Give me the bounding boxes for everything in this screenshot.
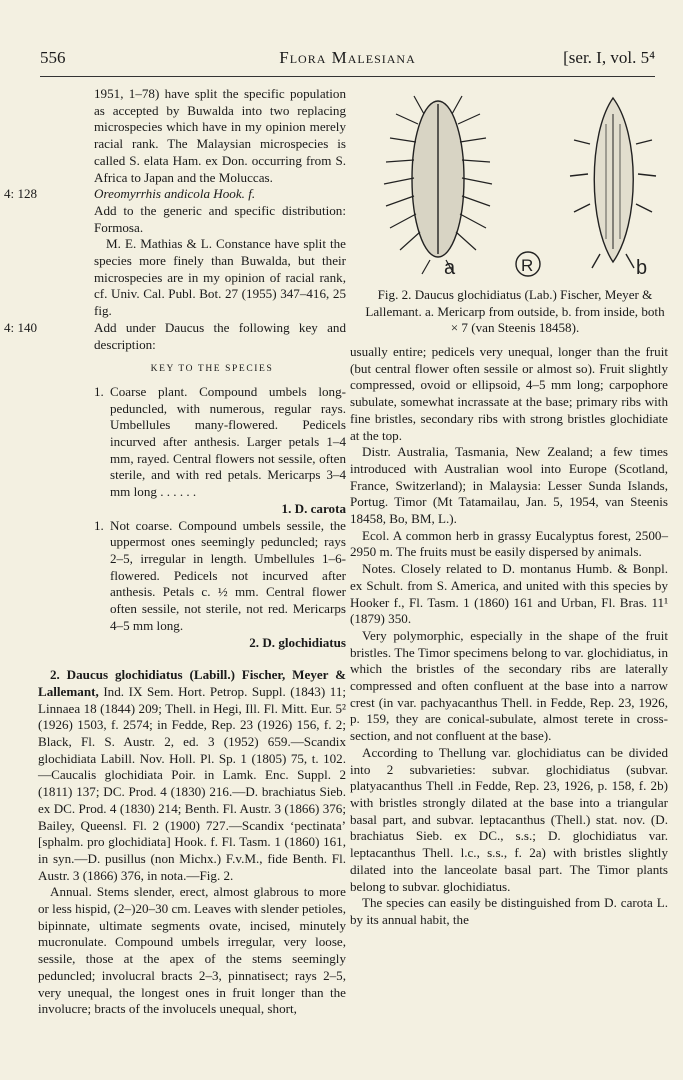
thellung-paragraph: According to Thellung var. glochidiatus can be divided into 2 subvarieties: subvar. glochidiatus (subvar. platyacanthus Thell .in Fedde, Rep. 23, 1926, p. 158, f. 2b) with bristles strongly dilated at the base into a triangular basal part, and subvar. leptacanthus (Thell.) stat. nov. (D. brachiatus Sieb. ex DC., s.s.; D. glochidiatus var. leptacanthus Thell. l.c., s.s., f. 2a) with bristles slightly dilated into the lanceolate basal part. The Timor plants belong to subvar. glochidiatus.	[350, 744, 668, 894]
registration-mark-letter: R	[521, 256, 534, 275]
polymorphic-paragraph: Very polymorphic, especially in the shape of the fruit bristles. The Timor specimens belong to var. glochidiatus, in which the bristles of the secondary ribs are laterally compressed and often confluent at the base into a narrow crest (in var. pachyacanthus Thell. in Fedde, Rep. 23, 1926, p. 159, they are conical-subulate, almost terete in cross-section, and not confluent at the base).	[350, 627, 668, 744]
description-continued: usually entire; pedicels very unequal, longer than the fruit (but central flower often sessile or almost so). Fruit slightly compressed, ovoid or ellipsoid, 4–5 mm long; carpophore subulate, somewhat incrassate at the base; primary ribs with fine bristles, secondary ribs with strong bristles glochidiate at the top.	[350, 344, 668, 443]
left-column	[4, 86, 347, 1018]
key-lead-1: 1. Coarse plant. Compound umbels long-peduncled, with numerous, regular rays. Umbellules many-flowered. Pedicels incurved after anthesis. Larger petals 1–4 mm, rayed. Central flowers not sessile, often sterile, and with red petals. Mericarps 3–4 mm long . . . . . . 1. D. carota	[94, 383, 346, 516]
figure-label-a: a	[444, 257, 456, 279]
key-text: Coarse plant. Compound umbels long-peduncled, with numerous, regular rays. Umbellules many-flowered. Pedicels incurved after anthesis. Larger petals 1–4 mm, rayed. Central flowers not sessile, often sterile, and with red petals. Mericarps 3–4 mm long . . . . . .	[110, 383, 346, 500]
entry-daucus	[4, 319, 346, 353]
figure-mericarps	[378, 84, 664, 280]
right-column	[350, 344, 668, 929]
daucus-add: Add under Daucus the following key and description:	[94, 319, 346, 352]
intro-paragraph: 1951, 1–78) have split the specific population as accepted by Buwalda into two replacing microspecies which have in my opinion merely racial rank. The Malaysian microspecies is called S. elata Ham. ex Don. occurring from S. Africa to Japan and the Moluccas.	[94, 86, 346, 185]
ecology-paragraph: Ecol. A common herb in grassy Eucalyptus forest, 2500–2950 m. The fruits must be easily dispersed by animals.	[350, 527, 668, 560]
species-synonymy: Ind. IX Sem. Hort. Petrop. Suppl. (1843) 11; Linnaea 18 (1844) 209; Thell. in Hegi, Ill. Fl. Mitt. Eur. 5² (1926) 1503, f. 2574; in Fedde, Rep. 23 (1926) 156, f. 2; Black, Fl. S. Austr. 2, ed. 3 (1952) 659.—Scandix glochidiata Labill. Nov. Holl. Pl. Sp. 1 (1805) 75, t. 102.—Caucalis glochidiata Poir. in Lamk. Enc. Suppl. 2 (1811) 137; DC. Prod. 4 (1830) 216.—D. brachiatus Sieb. ex DC. Prod. 4 (1830) 214; Benth. Fl. Austr. 3 (1866) 376; Bailey, Queensl. Fl. 2 (1900) 727.—Scandix ‘pectinata’ [sphalm. pro glochidiata] Hook. f. Fl. Tasm. 1 (1860) 161, in syn.—D. pusillus (non Michx.) F.v.M., fide Benth. Fl. Austr. 3 (1866) 376, in nota.—Fig. 2.	[38, 683, 346, 883]
page-number: 556	[40, 48, 66, 67]
notes-paragraph: Notes. Closely related to D. montanus Humb. & Bonpl. ex Schult. from S. America, and united with this species by Hooker f., Fl. Tasm. 1 (1860) 161 and Urban, Fl. Bras. 11¹ (1879) 350.	[350, 561, 668, 627]
running-header	[40, 48, 655, 72]
running-title: Flora Malesiana	[279, 48, 416, 67]
series-volume: [ser. I, vol. 5⁴	[563, 48, 655, 67]
mericarp-inside-illustration	[570, 98, 656, 268]
volume-ref: 4: 128	[4, 186, 38, 202]
mericarp-outside-illustration	[384, 96, 492, 274]
key-text: Not coarse. Compound umbels sessile, the uppermost ones seemingly peduncled; rays 2–5, irregular in length. Umbellules 1–6-flowered. Pedicels not incurved after anthesis. Petals c. ½ mm. Central flower often sessile, not sterile, not red. Mericarps 4–5 mm long.	[110, 517, 346, 633]
key-result: 2. D. glochidiatus	[249, 634, 346, 650]
mathias-paragraph: M. E. Mathias & L. Constance have split the species more finely than Buwalda, but their microspecies are in my opinion of racial rank, cf. Univ. Cal. Publ. Bot. 27 (1955) 347–416, 25 fig.	[94, 236, 346, 319]
volume-ref: 4: 140	[4, 319, 38, 335]
oreo-text: Add to the generic and specific distribution: Formosa.	[94, 202, 346, 235]
species-heading: 2. Daucus glochidiatus (Labill.) Fischer, Meyer & Lallemant,	[38, 667, 346, 699]
figure-label-b: b	[636, 257, 648, 279]
key-lead-2: 1. Not coarse. Compound umbels sessile, the uppermost ones seemingly peduncled; rays 2–5, irregular in length. Umbellules 1–6-flowered. Pedicels not incurved after anthesis. Petals c. ½ mm. Central flower often sessile, not sterile, not red. Mericarps 4–5 mm long. 2. D. glochidiatus	[94, 517, 346, 650]
key-title: KEY TO THE SPECIES	[150, 364, 274, 375]
header-rule	[40, 76, 655, 77]
entry-oreomyrrhis	[4, 186, 346, 320]
key-result: 1. D. carota	[281, 500, 346, 516]
taxon-name: Oreomyrrhis andicola Hook. f.	[94, 186, 256, 202]
distribution-paragraph: Distr. Australia, Tasmania, New Zealand; a few times introduced with Australian wool into Europe (Scotland, France, Switzerland); in Malaysia: Lesser Sunda Islands, Portug. Timor (Mt Tatamailau, Jan. 5, 1954, van Steenis 18458, Bo, BM, L.).	[350, 444, 668, 527]
figure-caption: Fig. 2. Daucus glochidiatus (Lab.) Fischer, Meyer & Lallemant. a. Mericarp from outside, b. from inside, both × 7 (van Steenis 18458).	[365, 287, 665, 336]
closing-paragraph: The species can easily be distinguished from D. carota L. by its annual habit, the	[350, 895, 668, 927]
description-paragraph: Annual. Stems slender, erect, almost glabrous to more or less hispid, (2–)20–30 cm. Leaves with slender petioles, bipinnate, ultimate segments ovate, incised, minutely mucronulate. Compound umbels irregular, very loose, sessile, those at the apex of the stems seemingly peduncled; involucral bracts 2–3, pinnatisect; rays 2–5, very unequal, the longest ones in fruit longer than the involucre; bracts of the involucels unequal, short,	[38, 884, 347, 1017]
